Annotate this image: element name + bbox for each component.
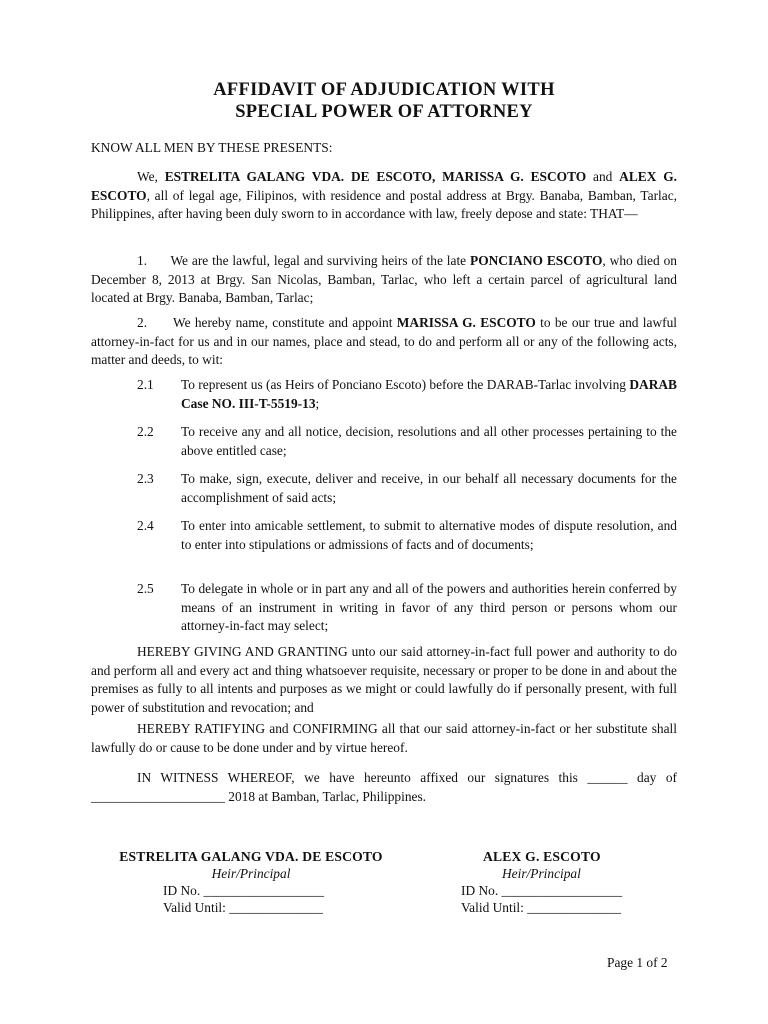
signature-block-alex	[461, 848, 661, 916]
intro-pre: We,	[137, 169, 165, 184]
list-item-2-2	[137, 423, 677, 460]
para1-number: 1.	[137, 253, 148, 268]
valid-until-line: Valid Until: ______________	[461, 900, 621, 915]
id-number-line: ID No. __________________	[163, 883, 325, 898]
item-number: 2.2	[137, 424, 154, 439]
document-title-line1: AFFIDAVIT OF ADJUDICATION WITH	[213, 80, 555, 100]
intro-name3: ALEX G. ESCOTO	[91, 169, 677, 203]
para1-rest: , who died on December 8, 2013 at Brgy. San Nicolas, Bamban, Tarlac, who left a certain parcel of agricultural land located at Brgy. Banaba, Bamban, Tarlac;	[91, 253, 677, 305]
list-item-2-1	[137, 376, 677, 413]
document-title-line2: SPECIAL POWER OF ATTORNEY	[235, 102, 533, 122]
list-item-2-5	[137, 580, 677, 636]
item-text: To make, sign, execute, deliver and receive, in our behalf all necessary documents for the accomplishment of said acts;	[181, 471, 677, 505]
item-text: To receive any and all notice, decision, resolutions and all other processes pertaining to the above entitled case;	[181, 424, 677, 458]
intro-paragraph	[91, 168, 677, 224]
paragraph-1	[91, 252, 677, 308]
hereby-ratifying-paragraph: HEREBY RATIFYING and CONFIRMING all that our said attorney-in-fact or her substitute shall lawfully do or cause to be done under and by virtue hereof.	[91, 721, 677, 755]
para2-rest: to be our true and lawful attorney-in-fact for us and in our names, place and stead, to do and perform all or any of the following acts, matter and deeds, to wit:	[91, 315, 678, 367]
know-all-men: KNOW ALL MEN BY THESE PRESENTS:	[91, 140, 333, 155]
para1-pre: We are the lawful, legal and surviving heirs of the late	[170, 253, 471, 268]
intro-and: and	[586, 169, 620, 184]
signature-block-estrelita	[91, 848, 411, 916]
signatory-name: ESTRELITA GALANG VDA. DE ESCOTO	[119, 849, 383, 864]
intro-rest: , all of legal age, Filipinos, with residence and postal address at Brgy. Banaba, Bamban, Tarlac, Philippines, after having been duly sworn to in accordance with law, freely depose and state: THAT—	[91, 187, 677, 221]
witness-paragraph: IN WITNESS WHEREOF, we have hereunto affixed our signatures this ______ day of ____________________ 2018 at Bamban, Tarlac, Philippines.	[91, 770, 677, 804]
darab-case-number: DARAB Case NO. III-T-5519-13	[181, 377, 677, 411]
id-number-line: ID No. __________________	[461, 883, 623, 898]
item-2-1-pre: To represent us (as Heirs of Ponciano Escoto) before the DARAB-Tarlac involving	[181, 377, 630, 392]
item-text: To delegate in whole or in part any and all of the powers and authorities herein conferred by means of an instrument in writing in favor of any third person or persons whom our attorney-in-fact may select;	[181, 581, 677, 633]
item-text	[181, 376, 677, 413]
paragraph-2	[91, 314, 677, 370]
para2-number: 2.	[137, 315, 148, 330]
signatory-role: Heir/Principal	[211, 866, 291, 881]
list-item-2-3	[137, 470, 677, 507]
para2-name: MARISSA G. ESCOTO	[396, 315, 536, 330]
item-2-1-post: ;	[315, 395, 320, 411]
item-number: 2.5	[137, 581, 154, 596]
item-number: 2.4	[137, 518, 154, 533]
item-number: 2.1	[137, 377, 154, 392]
para1-name: PONCIANO ESCOTO	[470, 253, 603, 268]
item-number: 2.3	[137, 471, 154, 486]
list-item-2-4	[137, 517, 677, 554]
signatory-name: ALEX G. ESCOTO	[483, 849, 601, 864]
para2-pre: We hereby name, constitute and appoint	[173, 315, 397, 330]
hereby-giving-paragraph: HEREBY GIVING AND GRANTING unto our said attorney-in-fact full power and authority to do and perform all and every act and thing whatsoever requisite, necessary or proper to be done in and about the premises as fully to all intents and purposes as we might or could lawfully do if personally present, with full power of substitution and revocation; and	[91, 644, 677, 715]
page-number: Page 1 of 2	[607, 955, 668, 970]
intro-names: ESTRELITA GALANG VDA. DE ESCOTO, MARISSA G. ESCOTO	[164, 169, 587, 184]
signatory-role: Heir/Principal	[502, 866, 581, 881]
valid-until-line: Valid Until: ______________	[163, 900, 323, 915]
item-text: To enter into amicable settlement, to submit to alternative modes of dispute resolution, and to enter into stipulations or admissions of facts and of documents;	[181, 518, 677, 552]
